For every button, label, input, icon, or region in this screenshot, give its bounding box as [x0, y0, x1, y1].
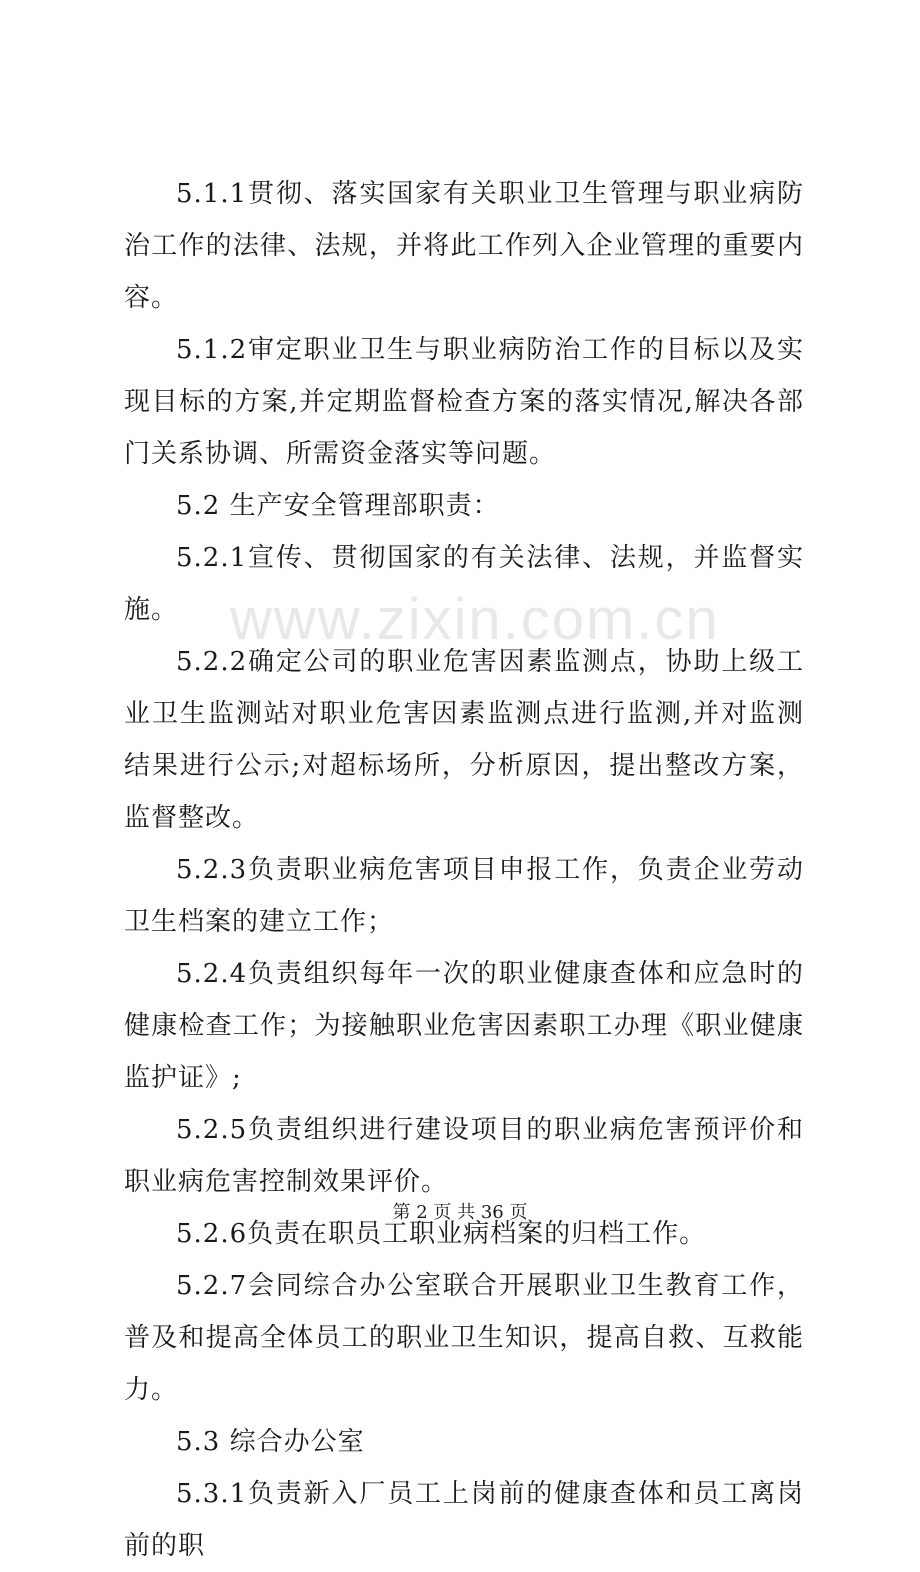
paragraph-5-2-7: 5.2.7会同综合办公室联合开展职业卫生教育工作，普及和提高全体员工的职业卫生知识，提高自救、互救能力。: [124, 1271, 804, 1405]
section-heading-5-3: 5.3 综合办公室: [176, 1427, 365, 1457]
paragraph-5-1-2: 5.1.2审定职业卫生与职业病防治工作的目标以及实现目标的方案,并定期监督检查方案的落实情况,解决各部门关系协调、所需资金落实等问题。: [124, 335, 804, 469]
document-body: [124, 168, 804, 1572]
paragraph-5-2-2: 5.2.2确定公司的职业危害因素监测点，协助上级工业卫生监测站对职业危害因素监测点进行监测,并对监测结果进行公示;对超标场所，分析原因，提出整改方案，监督整改。: [124, 647, 804, 833]
paragraph-5-2-3: 5.2.3负责职业病危害项目申报工作，负责企业劳动卫生档案的建立工作；: [124, 855, 804, 937]
paragraph-5-2-6: 5.2.6负责在职员工职业病档案的归档工作。: [176, 1219, 707, 1249]
paragraph-5-2-1: 5.2.1宣传、贯彻国家的有关法律、法规，并监督实施。: [124, 543, 804, 625]
page-footer: 第 2 页 共 36 页: [392, 1202, 528, 1223]
paragraph-5-2-4: 5.2.4负责组织每年一次的职业健康查体和应急时的健康检查工作；为接触职业危害因素职工办理《职业健康监护证》;: [124, 959, 804, 1093]
watermark: www.zixin.com.cn: [230, 587, 720, 652]
section-heading-5-2: 5.2 生产安全管理部职责：: [176, 491, 500, 521]
paragraph-5-3-1: 5.3.1负责新入厂员工上岗前的健康查体和员工离岗前的职: [124, 1479, 804, 1561]
paragraph-5-2-5: 5.2.5负责组织进行建设项目的职业病危害预评价和职业病危害控制效果评价。: [124, 1115, 804, 1197]
paragraph-5-1-1: 5.1.1贯彻、落实国家有关职业卫生管理与职业病防治工作的法律、法规，并将此工作列入企业管理的重要内容。: [124, 179, 804, 313]
